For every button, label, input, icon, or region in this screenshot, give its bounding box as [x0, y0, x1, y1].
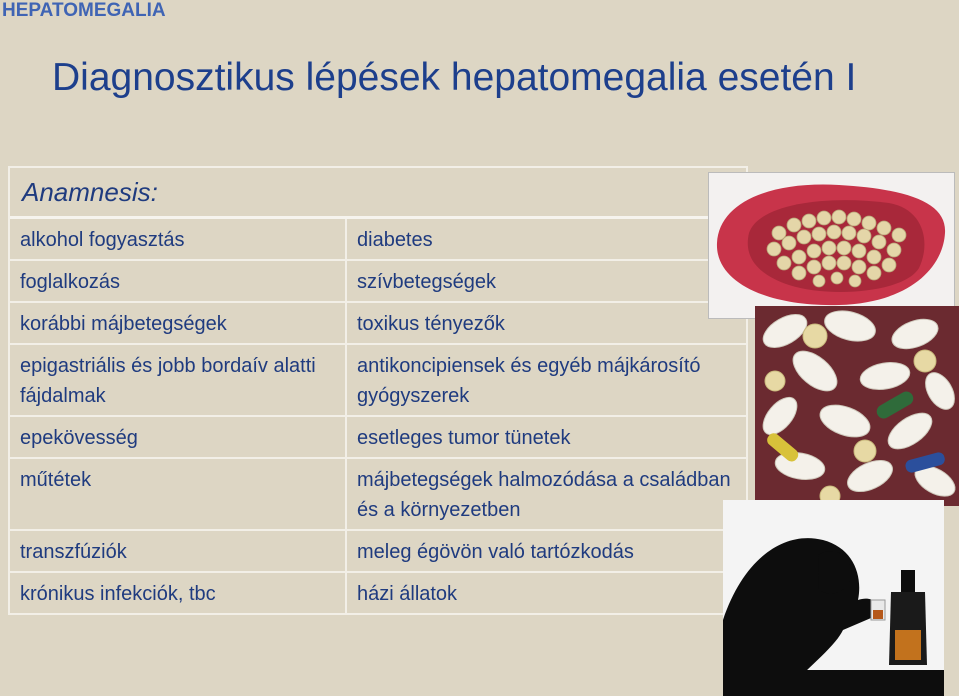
table-row	[10, 531, 746, 573]
table-cell-right: antikoncipiensek és egyéb májkárosító gyógyszerek	[357, 355, 701, 407]
table-cell-left: műtétek	[10, 459, 347, 529]
pills-image	[755, 306, 959, 506]
table-cell-right: esetleges tumor tünetek	[357, 427, 571, 449]
table-row	[10, 573, 746, 613]
table-heading: Anamnesis:	[10, 168, 746, 219]
table-cell-right: toxikus tényezők	[357, 313, 505, 335]
table-cell-left: transzfúziók	[10, 531, 347, 571]
corner-label: HEPATOMEGALIA	[2, 0, 166, 21]
table-row	[10, 459, 746, 531]
table-row	[10, 345, 746, 417]
table-row	[10, 261, 746, 303]
table-cell-left: krónikus infekciók, tbc	[10, 573, 347, 613]
table-cell-right: házi állatok	[357, 583, 458, 605]
table-row	[10, 219, 746, 261]
table-cell-left: epekövesség	[10, 417, 347, 457]
table-cell-left: alkohol fogyasztás	[10, 219, 347, 259]
table-cell-right: szívbetegségek	[357, 271, 496, 293]
table-cell-left: foglalkozás	[10, 261, 347, 301]
table-cell-left: epigastriális és jobb bordaív alatti fájdalmak	[10, 345, 347, 415]
gallbladder-stones-image	[708, 172, 955, 319]
table-cell-right: meleg égövön való tartózkodás	[357, 541, 634, 563]
table-cell-left: korábbi májbetegségek	[10, 303, 347, 343]
table-row	[10, 417, 746, 459]
table-row	[10, 303, 746, 345]
table-cell-right: májbetegségek halmozódása a családban és a környezetben	[357, 469, 731, 521]
alcohol-silhouette-image	[723, 500, 944, 696]
anamnesis-table	[8, 166, 748, 615]
slide-title: Diagnosztikus lépések hepatomegalia esetén I	[52, 56, 857, 99]
table-cell-right: diabetes	[357, 229, 433, 251]
